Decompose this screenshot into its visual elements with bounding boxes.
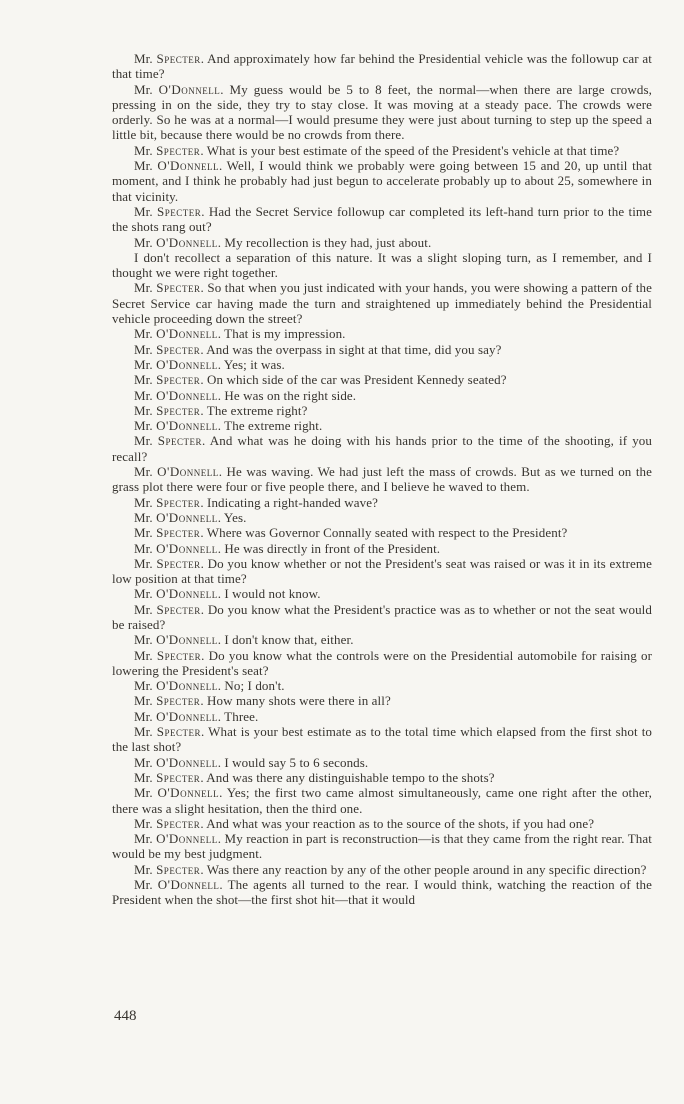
dialogue-text: He was waving. We had just left the mass of crowds. But as we turned on the grass plot there were four or five people there, and I believe he waved to them. bbox=[112, 464, 653, 495]
dialogue-text: Yes; the first two came almost simultaneously, came one right after the other, there was a slight hesitation, then the third one. bbox=[112, 785, 652, 816]
speaker-honorific: Mr. bbox=[134, 494, 157, 510]
dialogue-text: Well, I would think we probably were going between 15 and 20, up until that moment, and I think he probably had just begun to accelerate probably up to about 25, somewhere in that vicinity. bbox=[112, 158, 652, 204]
dialogue-paragraph: Mr. Specter. And approximately how far behind the Presidential vehicle was the followup car at that time? bbox=[112, 51, 653, 82]
speaker-honorific: Mr. bbox=[134, 51, 157, 66]
dialogue-paragraph: Mr. Specter. And what was he doing with his hands prior to the time of the shooting, if you recall? bbox=[112, 433, 652, 464]
speaker-honorific: Mr. bbox=[134, 433, 158, 449]
speaker-honorific: Mr. bbox=[134, 464, 158, 480]
dialogue-paragraph: Mr. Specter. And was the overpass in sight at that time, did you say? bbox=[134, 341, 502, 357]
testimony-transcript bbox=[112, 51, 652, 908]
speaker-name: Specter bbox=[156, 861, 201, 877]
speaker-name: O'Donnell bbox=[156, 509, 218, 525]
dialogue-paragraph: Mr. O'Donnell. My recollection is they had, just about. bbox=[134, 234, 432, 250]
dialogue-text: That is my impression. bbox=[224, 326, 346, 342]
dialogue-paragraph: Mr. Specter. What is your best estimate as to the total time which elapsed from the first shot to the last shot? bbox=[112, 724, 653, 755]
speaker-honorific: Mr. bbox=[134, 387, 157, 403]
speaker-name: O'Donnell bbox=[157, 158, 219, 174]
speaker-name: Specter bbox=[156, 693, 201, 709]
speaker-honorific: Mr. bbox=[134, 586, 157, 602]
dialogue-text: He was on the right side. bbox=[224, 387, 357, 403]
dialogue-text: How many shots were there in all? bbox=[207, 693, 391, 709]
dialogue-paragraph: Mr. O'Donnell. He was on the right side. bbox=[134, 387, 357, 403]
speaker-name: O'Donnell bbox=[157, 785, 220, 801]
dialogue-paragraph: Mr. O'Donnell. Three. bbox=[134, 708, 259, 724]
speaker-name: Specter bbox=[156, 341, 201, 357]
dialogue-text: I would not know. bbox=[224, 586, 321, 602]
speaker-honorific: Mr. bbox=[134, 693, 157, 709]
speaker-name: Specter bbox=[156, 402, 201, 418]
speaker-honorific: Mr. bbox=[134, 203, 158, 219]
dialogue-paragraph: Mr. Specter. Do you know what the controls were on the Presidential automobile for raising or lowering the President's seat? bbox=[112, 647, 652, 678]
speaker-honorific: Mr. bbox=[134, 234, 157, 250]
dialogue-text: The agents all turned to the rear. I would think, watching the reaction of the President when the shot—the first shot hit—that it would bbox=[112, 877, 652, 908]
dialogue-text: My guess would be 5 to 8 feet, the normal—when there are large crowds, pressing in on the side, they try to stay close. It was moving at a steady pace. The crowds were orderly. So he was at a normal—I would presume they were just about turning to step up the speed a little bit, because there would be no crowds from there. bbox=[112, 81, 652, 143]
dialogue-paragraph: Mr. O'Donnell. The extreme right. bbox=[134, 418, 323, 434]
speaker-honorific: Mr. bbox=[134, 555, 157, 571]
speaker-honorific: Mr. bbox=[134, 769, 157, 785]
speaker-name: O'Donnell bbox=[156, 387, 218, 403]
speaker-name: Specter bbox=[156, 815, 201, 831]
speaker-name: Specter bbox=[156, 601, 201, 617]
speaker-name: O'Donnell bbox=[156, 831, 218, 847]
speaker-name: O'Donnell bbox=[156, 540, 218, 556]
speaker-honorific: Mr. bbox=[134, 142, 157, 158]
dialogue-text: Do you know whether or not the President's seat was raised or was it in its extreme low position at that time? bbox=[112, 555, 653, 587]
dialogue-paragraph: Mr. O'Donnell. My guess would be 5 to 8 feet, the normal—when there are large crowds, pressing in on the side, they try to stay close. It was moving at a steady pace. The crowds were orderly. So he was at a normal—I would presume they were just about turning to step up the speed a little bit, because there would be no crowds from there. bbox=[112, 81, 652, 143]
dialogue-paragraph: Mr. O'Donnell. Yes. bbox=[134, 509, 247, 525]
dialogue-paragraph: Mr. O'Donnell. Yes; it was. bbox=[134, 356, 285, 372]
speaker-honorific: Mr. bbox=[134, 754, 157, 770]
dialogue-paragraph: Mr. Specter. Indicating a right-handed wave? bbox=[134, 494, 378, 510]
dialogue-paragraph: Mr. Specter. So that when you just indicated with your hands, you were showing a pattern of the Secret Service car having made the turn and straightened up immediately behind the Presidential vehicle proceeding down the street? bbox=[112, 280, 653, 327]
speaker-name: Specter bbox=[156, 51, 201, 66]
speaker-honorific: Mr. bbox=[134, 647, 157, 663]
dialogue-paragraph: Mr. O'Donnell. I would not know. bbox=[134, 586, 321, 602]
speaker-honorific: Mr. bbox=[134, 402, 157, 418]
speaker-honorific: Mr. bbox=[134, 326, 157, 342]
speaker-name: O'Donnell bbox=[157, 464, 219, 480]
speaker-name: Specter bbox=[156, 494, 201, 510]
speaker-name: O'Donnell bbox=[156, 326, 218, 342]
speaker-name: Specter bbox=[156, 769, 201, 785]
dialogue-text: Indicating a right-handed wave? bbox=[207, 494, 378, 510]
speaker-name: O'Donnell bbox=[156, 234, 218, 250]
speaker-name: Specter bbox=[157, 433, 203, 449]
speaker-honorific: Mr. bbox=[134, 632, 157, 648]
dialogue-paragraph: Mr. O'Donnell. No; I don't. bbox=[134, 678, 285, 694]
speaker-honorific: Mr. bbox=[134, 525, 157, 541]
speaker-honorific: Mr. bbox=[134, 341, 157, 357]
dialogue-paragraph: Mr. Specter. Do you know what the President's practice was as to whether or not the seat would be raised? bbox=[112, 601, 652, 632]
dialogue-paragraph: Mr. O'Donnell. My reaction in part is reconstruction—is that they came from the right rear. That would be my best judgment. bbox=[112, 831, 652, 862]
dialogue-text: Do you know what the controls were on the Presidential automobile for raising or lowering the President's seat? bbox=[112, 647, 652, 678]
speaker-name: O'Donnell bbox=[156, 754, 218, 770]
dialogue-paragraph: Mr. O'Donnell. I would say 5 to 6 seconds. bbox=[134, 754, 369, 770]
dialogue-text: And was the overpass in sight at that time, did you say? bbox=[206, 341, 502, 357]
dialogue-text: He was directly in front of the President. bbox=[224, 540, 441, 556]
speaker-name: Specter bbox=[156, 280, 201, 296]
speaker-honorific: Mr. bbox=[134, 372, 157, 388]
dialogue-text: Had the Secret Service followup car completed its left-hand turn prior to the time the shots rang out? bbox=[112, 203, 652, 235]
speaker-name: Specter bbox=[156, 142, 201, 158]
dialogue-paragraph: Mr. O'Donnell. I don't know that, either. bbox=[134, 632, 354, 648]
dialogue-paragraph: Mr. O'Donnell. The agents all turned to the rear. I would think, watching the reaction of the President when the shot—the first shot hit—that it would bbox=[112, 877, 652, 908]
dialogue-text: The extreme right. bbox=[224, 418, 323, 434]
speaker-name: O'Donnell bbox=[156, 678, 218, 694]
speaker-honorific: Mr. bbox=[134, 540, 157, 556]
speaker-honorific: Mr. bbox=[134, 356, 157, 372]
dialogue-text: My recollection is they had, just about. bbox=[224, 234, 432, 250]
speaker-honorific: Mr. bbox=[134, 815, 157, 831]
speaker-name: Specter bbox=[156, 555, 201, 571]
speaker-honorific: Mr. bbox=[134, 509, 157, 525]
speaker-honorific: Mr. bbox=[134, 418, 157, 434]
dialogue-paragraph: Mr. Specter. Had the Secret Service followup car completed its left-hand turn prior to the time the shots rang out? bbox=[112, 203, 652, 235]
dialogue-paragraph: Mr. O'Donnell. That is my impression. bbox=[134, 326, 346, 342]
dialogue-text: Where was Governor Connally seated with respect to the President? bbox=[206, 525, 568, 541]
dialogue-paragraph: Mr. Specter. And what was your reaction as to the source of the shots, if you had one? bbox=[134, 815, 595, 831]
dialogue-text: And what was your reaction as to the source of the shots, if you had one? bbox=[206, 815, 595, 831]
speaker-name: Specter bbox=[156, 525, 201, 541]
speaker-name: O'Donnell bbox=[158, 81, 221, 97]
speaker-name: O'Donnell bbox=[156, 418, 218, 434]
dialogue-text: On which side of the car was President Kennedy seated? bbox=[207, 372, 507, 388]
dialogue-text: Three. bbox=[224, 708, 259, 724]
dialogue-text: The extreme right? bbox=[206, 402, 308, 418]
dialogue-paragraph: Mr. O'Donnell. Well, I would think we probably were going between 15 and 20, up until that moment, and I think he probably had just begun to accelerate probably up to about 25, somewhere in that vicinity. bbox=[112, 158, 652, 204]
speaker-name: Specter bbox=[157, 203, 202, 219]
dialogue-paragraph: Mr. Specter. On which side of the car was President Kennedy seated? bbox=[134, 372, 507, 388]
dialogue-paragraph: Mr. O'Donnell. He was waving. We had just left the mass of crowds. But as we turned on the grass plot there were four or five people there, and I believe he waved to them. bbox=[112, 464, 653, 495]
speaker-honorific: Mr. bbox=[134, 877, 158, 893]
speaker-honorific: Mr. bbox=[134, 158, 158, 174]
speaker-name: O'Donnell bbox=[156, 586, 218, 602]
speaker-honorific: Mr. bbox=[134, 708, 157, 724]
dialogue-text: No; I don't. bbox=[224, 678, 285, 694]
dialogue-paragraph bbox=[112, 250, 652, 281]
speaker-honorific: Mr. bbox=[134, 831, 157, 847]
dialogue-text: I don't know that, either. bbox=[224, 632, 354, 648]
dialogue-text: And was there any distinguishable tempo to the shots? bbox=[206, 769, 495, 785]
speaker-honorific: Mr. bbox=[134, 601, 157, 617]
dialogue-paragraph: Mr. Specter. How many shots were there in all? bbox=[134, 693, 391, 709]
dialogue-text: Do you know what the President's practice was as to whether or not the seat would be raised? bbox=[112, 601, 652, 632]
dialogue-text: What is your best estimate as to the total time which elapsed from the first shot to the last shot? bbox=[112, 724, 653, 755]
dialogue-text: Yes; it was. bbox=[223, 356, 285, 372]
speaker-honorific: Mr. bbox=[134, 280, 157, 296]
speaker-honorific: Mr. bbox=[134, 678, 157, 694]
dialogue-text: I would say 5 to 6 seconds. bbox=[224, 754, 369, 770]
speaker-name: O'Donnell bbox=[156, 708, 218, 724]
speaker-name: Specter bbox=[156, 724, 201, 740]
speaker-name: O'Donnell bbox=[156, 356, 218, 372]
dialogue-paragraph: Mr. O'Donnell. Yes; the first two came almost simultaneously, came one right after the other, there was a slight hesitation, then the third one. bbox=[112, 785, 652, 816]
page-number: 448 bbox=[114, 1008, 137, 1024]
dialogue-paragraph: Mr. O'Donnell. He was directly in front of the President. bbox=[134, 540, 441, 556]
speaker-honorific: Mr. bbox=[134, 724, 157, 740]
speaker-name: O'Donnell bbox=[157, 877, 220, 893]
speaker-honorific: Mr. bbox=[134, 81, 159, 97]
dialogue-paragraph: Mr. Specter. Was there any reaction by any of the other people around in any specific direction? bbox=[134, 861, 647, 877]
dialogue-text: Was there any reaction by any of the other people around in any specific direction? bbox=[206, 861, 647, 877]
speaker-honorific: Mr. bbox=[134, 785, 158, 801]
dialogue-paragraph: Mr. Specter. And was there any distinguishable tempo to the shots? bbox=[134, 769, 495, 785]
speaker-name: Specter bbox=[156, 647, 202, 663]
dialogue-text: So that when you just indicated with your hands, you were showing a pattern of the Secret Service car having made the turn and straightened up immediately behind the Presidential vehicle proceeding down the street? bbox=[112, 280, 653, 327]
dialogue-paragraph: Mr. Specter. Do you know whether or not the President's seat was raised or was it in its extreme low position at that time? bbox=[112, 555, 653, 587]
speaker-name: O'Donnell bbox=[156, 632, 218, 648]
speaker-name: Specter bbox=[156, 372, 201, 388]
dialogue-paragraph: Mr. Specter. Where was Governor Connally seated with respect to the President? bbox=[134, 525, 568, 541]
dialogue-paragraph: Mr. Specter. What is your best estimate of the speed of the President's vehicle at that time? bbox=[134, 142, 620, 158]
dialogue-text: Yes. bbox=[223, 509, 247, 525]
dialogue-text: What is your best estimate of the speed of the President's vehicle at that time? bbox=[206, 142, 620, 158]
dialogue-text: My reaction in part is reconstruction—is that they came from the right rear. That would be my best judgment. bbox=[112, 831, 652, 862]
dialogue-text: I don't recollect a separation of this nature. It was a slight sloping turn, as I remember, and I thought we were right together. bbox=[112, 249, 652, 281]
dialogue-text: And approximately how far behind the Presidential vehicle was the followup car at that time? bbox=[112, 51, 653, 82]
dialogue-paragraph: Mr. Specter. The extreme right? bbox=[134, 402, 308, 418]
dialogue-text: And what was he doing with his hands prior to the time of the shooting, if you recall? bbox=[112, 433, 652, 464]
speaker-honorific: Mr. bbox=[134, 861, 157, 877]
